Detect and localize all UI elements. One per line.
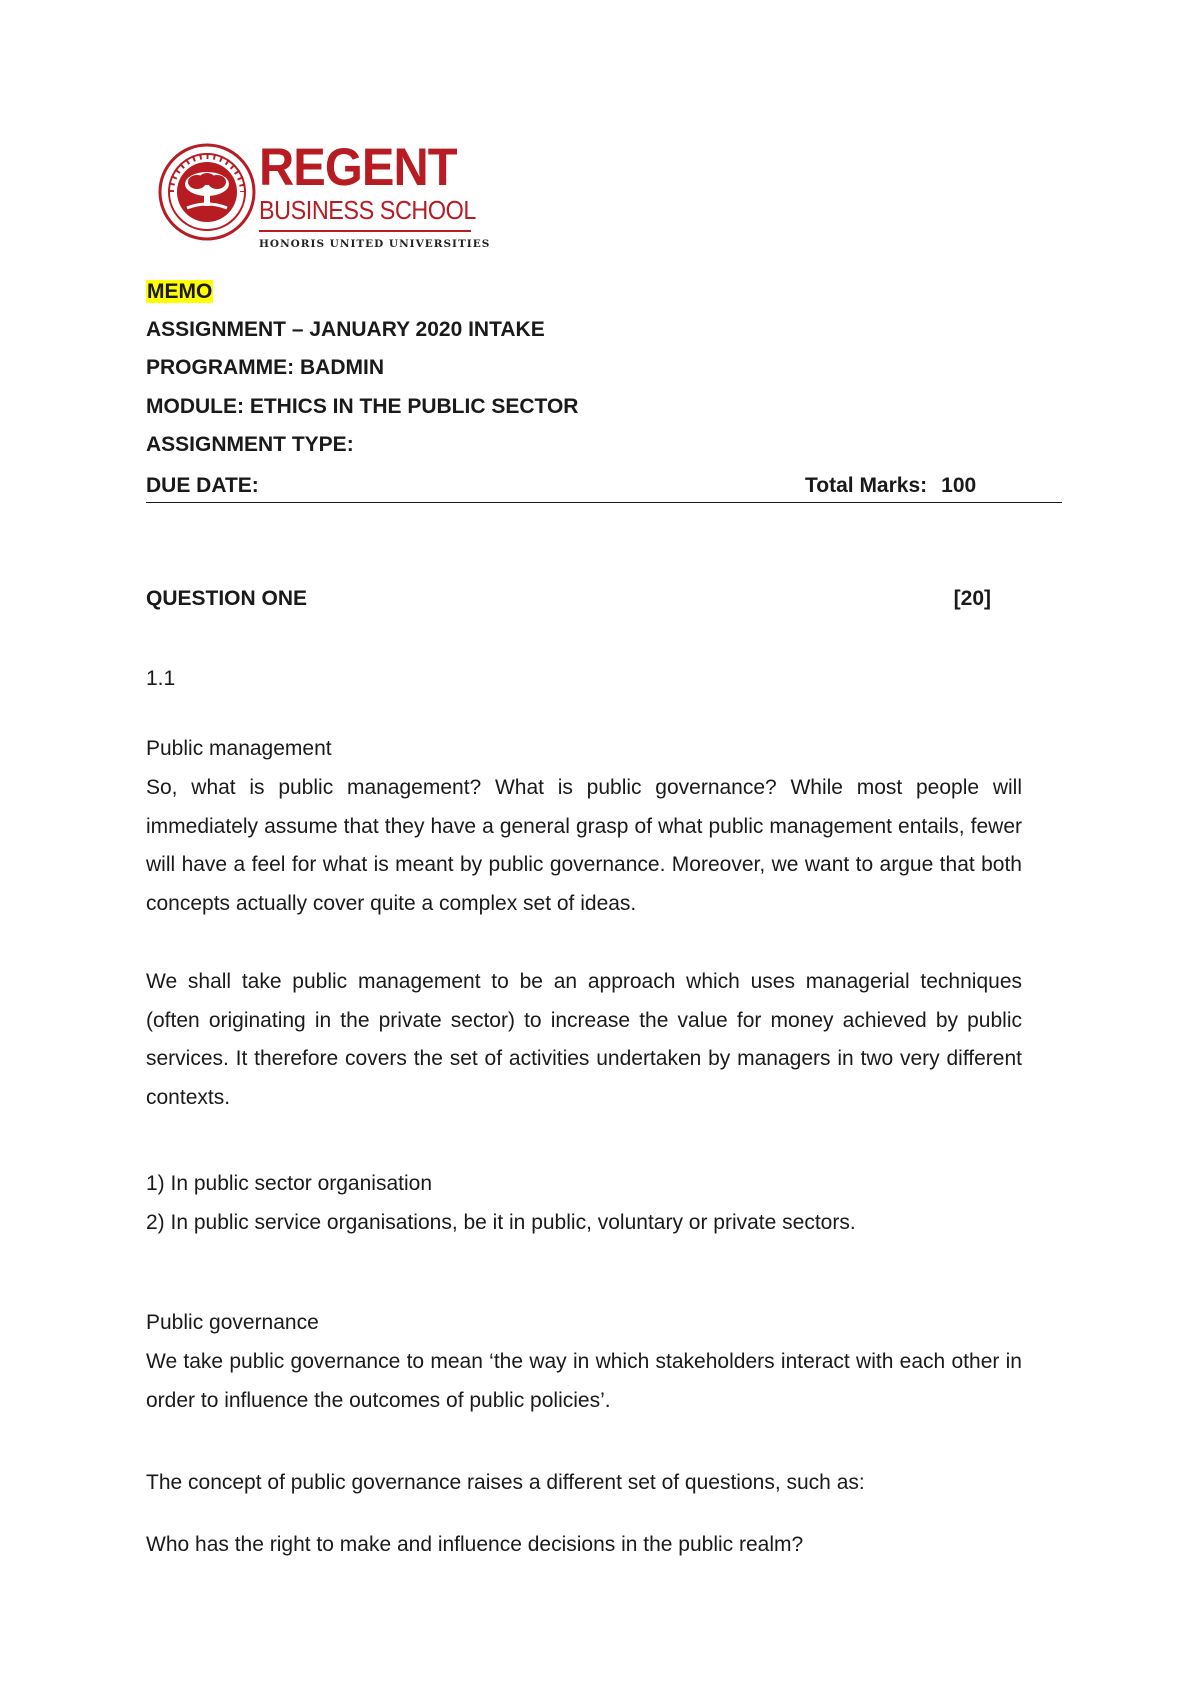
public-governance-paragraph-2: The concept of public governance raises a different set of questions, such as: [146, 1471, 865, 1494]
assignment-type-line: ASSIGNMENT TYPE: [146, 433, 354, 456]
programme-line: PROGRAMME: BADMIN [146, 356, 384, 379]
question-marks: [20] [953, 587, 991, 610]
brand-divider [259, 230, 471, 232]
question-number: 1.1 [146, 667, 176, 690]
total-marks-label: Total Marks: [805, 474, 928, 497]
public-governance-question: Who has the right to make and influence decisions in the public realm? [146, 1533, 804, 1556]
due-date-label: DUE DATE: [146, 474, 259, 497]
question-heading [146, 587, 991, 611]
assignment-title: ASSIGNMENT – JANUARY 2020 INTAKE [146, 318, 545, 341]
brand-subtitle: BUSINESS SCHOOL [259, 195, 476, 225]
public-governance-heading: Public governance [146, 1311, 319, 1334]
public-management-paragraph-2: We shall take public management to be an approach which uses managerial techniques (often originating in the private sector) to increase the value for money achieved by public services. It therefore covers the set of activities undertaken by managers in two very different contexts. [146, 970, 1022, 1109]
brand-name: REGENT [259, 138, 457, 197]
memo-label [146, 280, 213, 304]
total-marks [805, 474, 976, 498]
list-item: 1) In public sector organisation [146, 1172, 432, 1195]
brand-text [259, 140, 500, 250]
module-line: MODULE: ETHICS IN THE PUBLIC SECTOR [146, 395, 579, 418]
list-item: 2) In public service organisations, be it in public, voluntary or private sectors. [146, 1211, 856, 1234]
regent-seal-icon [157, 142, 257, 242]
regent-logo [157, 138, 491, 250]
public-management-paragraph-1: So, what is public management? What is public governance? While most people will immediately assume that they have a general grasp of what public management entails, fewer will have a feel for what is meant by public governance. Moreover, we want to argue that both concepts actually cover quite a complex set of ideas. [146, 776, 1022, 915]
due-date-row [146, 474, 1062, 503]
memo-highlight: MEMO [147, 280, 213, 303]
brand-tagline: HONORIS UNITED UNIVERSITIES [259, 238, 491, 250]
public-governance-paragraph-1: We take public governance to mean ‘the way in which stakeholders interact with each other in order to influence the outcomes of public policies’. [146, 1350, 1022, 1412]
public-management-heading: Public management [146, 737, 332, 760]
question-title: QUESTION ONE [146, 587, 308, 610]
total-marks-value: 100 [941, 474, 977, 497]
